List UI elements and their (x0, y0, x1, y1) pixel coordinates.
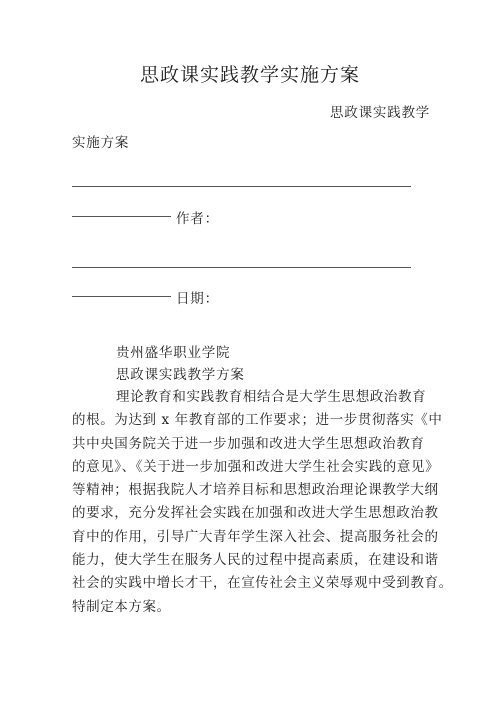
document-title: 思政课实践教学实施方案 (139, 64, 360, 86)
paragraph-line: 育中的作用，引导广大青年学生深入社会、提高服务社会的 (72, 528, 439, 545)
author-label: 作者： (176, 211, 219, 227)
paragraph-line: 特制定本方案。 (72, 598, 171, 615)
date-label: 日期： (176, 291, 219, 307)
paragraph-line: 的要求，充分发挥社会实践在加强和改进大学生思想政治教 (72, 505, 439, 522)
date-rule-long (72, 267, 411, 268)
school-name: 贵州盛华职业学院 (116, 345, 231, 361)
author-rule-long (72, 186, 411, 187)
paragraph-line: 等精神；根据我院人才培养目标和思想政治理论课教学大纲 (72, 482, 439, 499)
body-paragraph (72, 386, 453, 619)
subtitle-line-2: 实施方案 (72, 135, 130, 151)
section-heading: 思政课实践教学方案 (116, 367, 245, 383)
paragraph-line: 理论教育和实践教育相结合是大学生思想政治教育 (116, 389, 427, 405)
date-rule-short (72, 296, 171, 297)
paragraph-line: 共中央国务院关于进一步加强和改进大学生思想政治教育 (72, 435, 425, 452)
paragraph-line: 能力，使大学生在服务人民的过程中提高素质，在建设和谐 (72, 552, 439, 569)
paragraph-line: 的意见》、《关于进一步加强和改进大学生社会实践的意见》 (72, 458, 440, 475)
subtitle-line-1: 思政课实践教学 (330, 105, 431, 121)
author-rule-short (72, 216, 171, 217)
paragraph-line: 社会的实践中增长才干，在宣传社会主义荣辱观中受到教育。 (72, 575, 453, 592)
paragraph-line: 的根。为达到 x 年教育部的工作要求；进一步贯彻落实《中 (72, 412, 443, 429)
